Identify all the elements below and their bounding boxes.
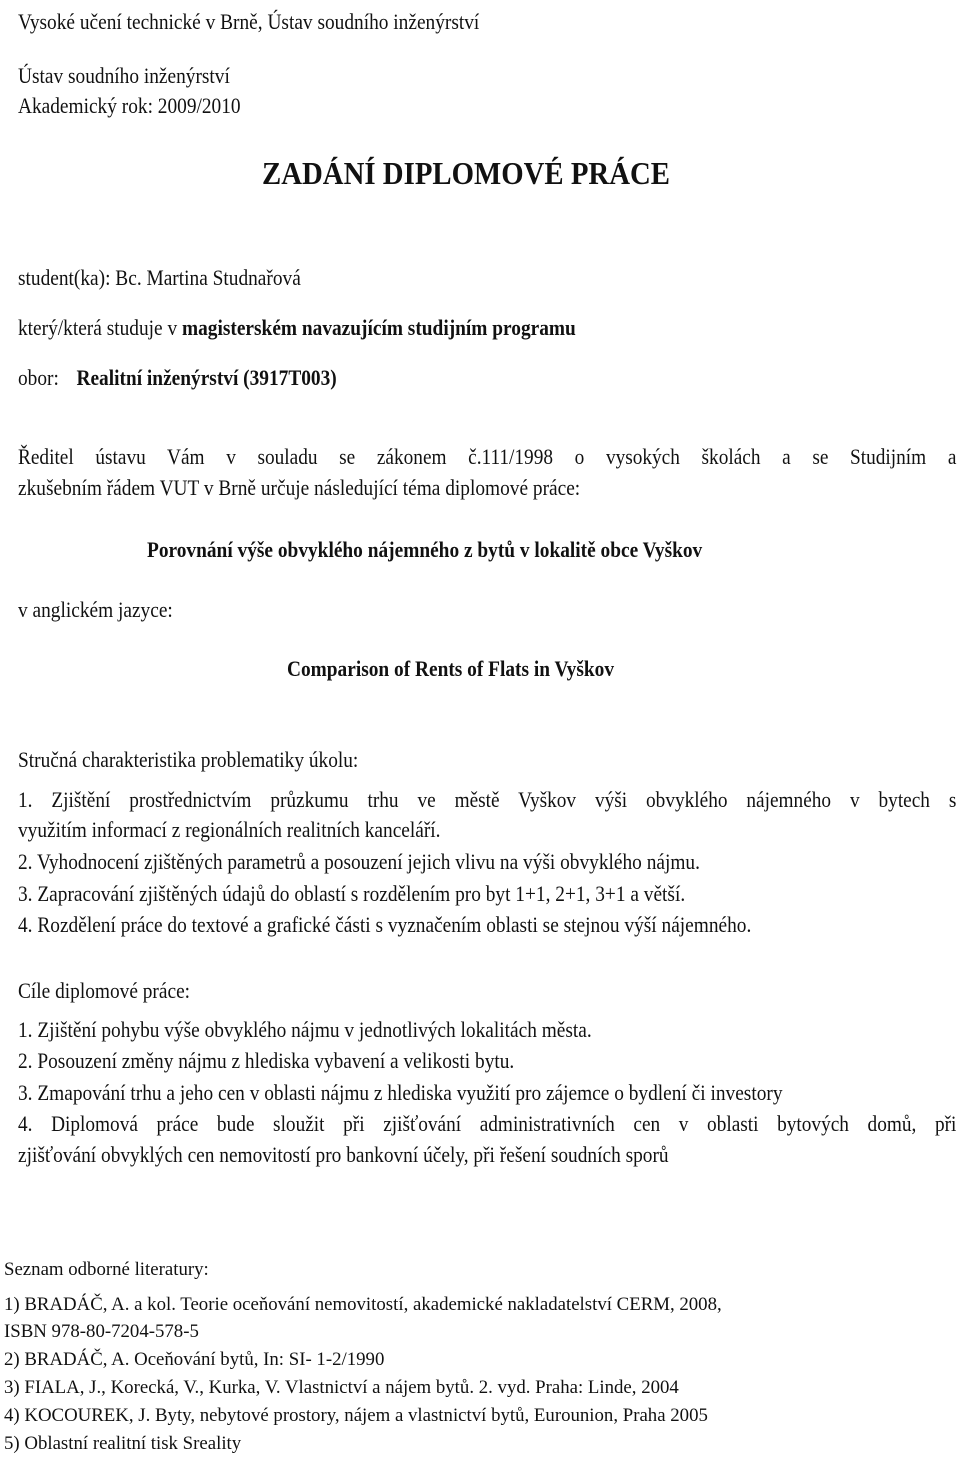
- study-field-value: Realitní inženýrství (3917T003): [76, 365, 337, 390]
- goals-item: 2. Posouzení změny nájmu z hlediska vybavení a velikosti bytu.: [18, 1048, 515, 1073]
- literature-item: 5) Oblastní realitní tisk Sreality: [4, 1433, 242, 1454]
- study-field: [18, 364, 337, 392]
- literature-item: 4) KOCOUREK, J. Byty, nebytové prostory, nájem a vlastnictví bytů, Eurounion, Praha 2005: [4, 1405, 708, 1426]
- thesis-topic-czech: Porovnání výše obvyklého nájemného z bytů v lokalitě obce Vyškov: [147, 537, 703, 562]
- goals-heading: Cíle diplomové práce:: [18, 978, 191, 1003]
- academic-year: Akademický rok: 2009/2010: [18, 93, 241, 118]
- literature-item: 2) BRADÁČ, A. Oceňování bytů, In: SI- 1-2/1990: [4, 1349, 385, 1370]
- institute-name: Ústav soudního inženýrství: [18, 63, 230, 88]
- student-name: student(ka): Bc. Martina Studnařová: [18, 265, 301, 290]
- goals-item: 3. Zmapování trhu a jeho cen v oblasti nájmu z hlediska využití pro zájemce o bydlení či investory: [18, 1080, 783, 1105]
- study-field-label: obor:: [18, 365, 59, 390]
- director-text-line-2: zkušebním řádem VUT v Brně určuje následující téma diplomové práce:: [18, 475, 581, 500]
- literature-item: 3) FIALA, J., Korecká, V., Kurka, V. Vlastnictví a nájem bytů. 2. vyd. Praha: Linde, 2004: [4, 1377, 679, 1398]
- literature-item: 1) BRADÁČ, A. a kol. Teorie oceňování nemovitostí, akademické nakladatelství CERM, 2008,: [4, 1294, 722, 1315]
- university-header: Vysoké učení technické v Brně, Ústav soudního inženýrství: [18, 9, 480, 34]
- characteristics-item: využitím informací z regionálních realitních kanceláří.: [18, 817, 441, 842]
- study-program-name: magisterském navazujícím studijním programu: [181, 315, 576, 340]
- literature-heading: Seznam odborné literatury:: [4, 1259, 209, 1280]
- characteristics-item: 2. Vyhodnocení zjištěných parametrů a posouzení jejich vlivu na výši obvyklého nájmu.: [18, 849, 700, 874]
- english-language-label: v anglickém jazyce:: [18, 597, 173, 622]
- study-program-prefix: který/která studuje v: [18, 315, 182, 340]
- goals-item: 1. Zjištění pohybu výše obvyklého nájmu v jednotlivých lokalitách města.: [18, 1017, 592, 1042]
- goals-item: 4. Diplomová práce bude sloužit při zjišťování administrativních cen v oblasti bytových domů, při: [18, 1111, 957, 1136]
- characteristics-item: 3. Zapracování zjištěných údajů do oblastí s rozdělením pro byt 1+1, 2+1, 3+1 a větší.: [18, 881, 686, 906]
- characteristics-heading: Stručná charakteristika problematiky úkolu:: [18, 747, 359, 772]
- director-text-line-1: Ředitel ústavu Vám v souladu se zákonem č.111/1998 o vysokých školách a se Studijním a: [18, 444, 957, 469]
- literature-item: ISBN 978-80-7204-578-5: [4, 1321, 199, 1342]
- thesis-topic-english: Comparison of Rents of Flats in Vyškov: [287, 656, 615, 681]
- study-program: [18, 314, 576, 342]
- characteristics-item: 1. Zjištění prostřednictvím průzkumu trhu ve městě Vyškov výši obvyklého nájemného v bytech s: [18, 787, 957, 812]
- page-title: ZADÁNÍ DIPLOMOVÉ PRÁCE: [262, 155, 671, 191]
- characteristics-item: 4. Rozdělení práce do textové a grafické části s vyznačením oblasti se stejnou výší nájemného.: [18, 912, 752, 937]
- goals-item: zjišťování obvyklých cen nemovitostí pro bankovní účely, při řešení soudních sporů: [18, 1142, 669, 1167]
